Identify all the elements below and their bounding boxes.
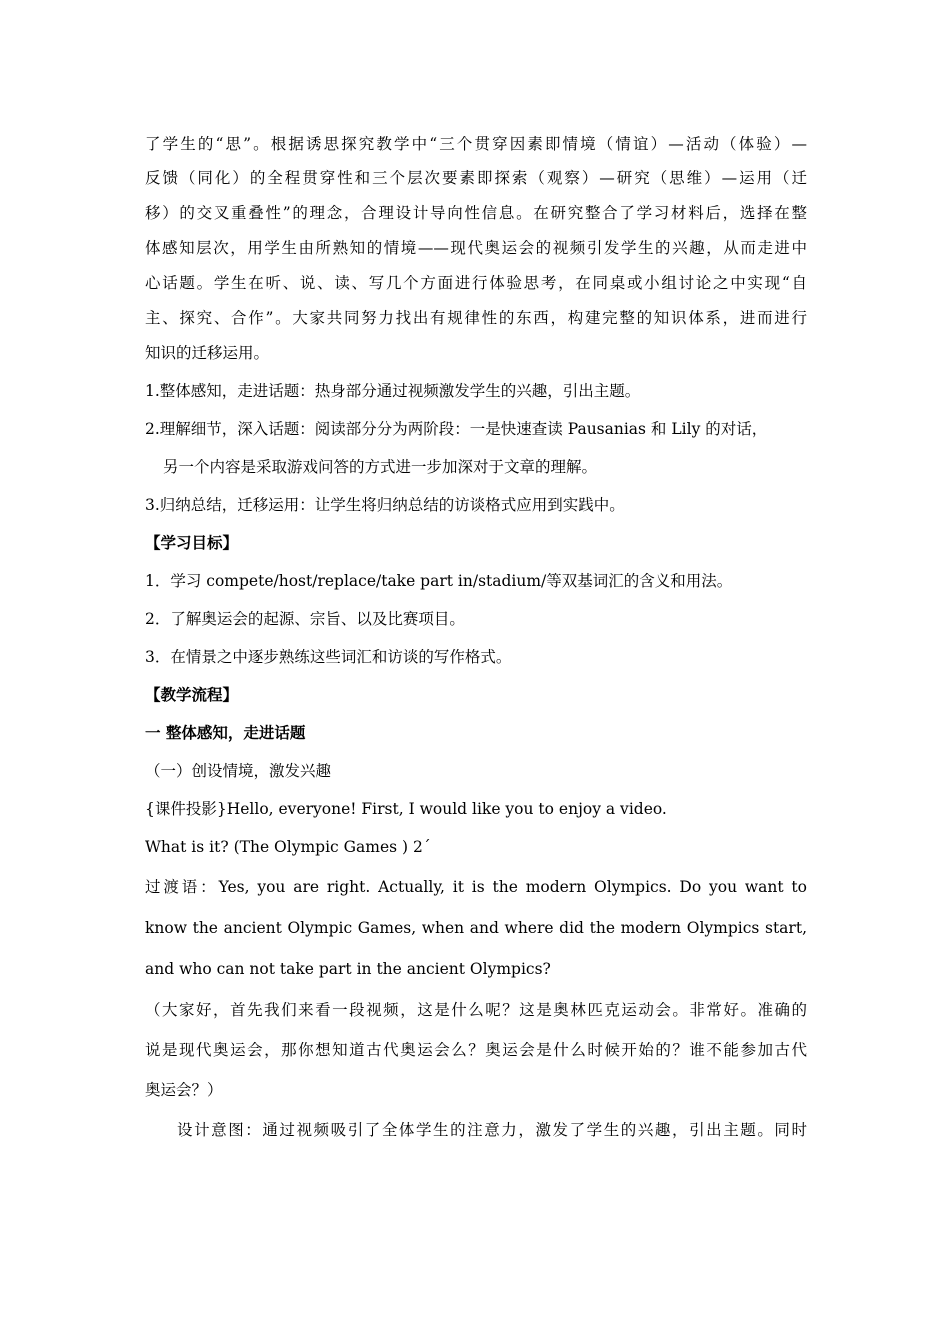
- intro-line-5: 心话题。学生在听、说、读、写几个方面进行体验思考，在同桌或小组讨论之中实现“自: [145, 274, 807, 292]
- step-2-continued: 另一个内容是采取游戏问答的方式进一步加深对于文章的理解。: [163, 458, 598, 476]
- intro-line-1: 了学生的“思”。根据诱思探究教学中“三个贯穿因素即情境（情谊）—活动（体验）—: [145, 135, 807, 153]
- transition-line-2: know the ancient Olympic Games, when and where did the modern Olympics start,: [145, 919, 807, 937]
- step-3: 3.归纳总结，迁移运用：让学生将归纳总结的访谈格式应用到实践中。: [145, 496, 625, 514]
- step-1: 1.整体感知，走进话题：热身部分通过视频激发学生的兴趣，引出主题。: [145, 382, 641, 400]
- question-line: What is it? (The Olympic Games ) 2ˊ: [145, 838, 431, 856]
- intro-line-3: 移）的交叉重叠性”的理念，合理设计导向性信息。在研究整合了学习材料后，选择在整: [145, 204, 807, 222]
- goal-1: 1．学习 compete/host/replace/take part in/stadium/等双基词汇的含义和用法。: [145, 572, 733, 590]
- translation-line-2: 说是现代奥运会，那你想知道古代奥运会么？奥运会是什么时候开始的？谁不能参加古代: [145, 1041, 807, 1059]
- intro-line-7: 知识的迁移运用。: [145, 344, 270, 362]
- projection-line: {课件投影}Hello, everyone! First, I would like you to enjoy a video.: [145, 800, 667, 818]
- goal-3: 3．在情景之中逐步熟练这些词汇和访谈的写作格式。: [145, 648, 512, 666]
- transition-line-3: and who can not take part in the ancient Olympics?: [145, 960, 551, 978]
- process-heading: 【教学流程】: [145, 685, 239, 704]
- intro-line-4: 体感知层次，用学生由所熟知的情境——现代奥运会的视频引发学生的兴趣，从而走进中: [145, 239, 807, 257]
- design-intent-line: 设计意图：通过视频吸引了全体学生的注意力，激发了学生的兴趣，引出主题。同时: [177, 1121, 807, 1139]
- goal-2: 2．了解奥运会的起源、宗旨、以及比赛项目。: [145, 610, 465, 628]
- intro-line-6: 主、探究、合作”。大家共同努力找出有规律性的东西，构建完整的知识体系，进而进行: [145, 309, 807, 327]
- translation-line-1: （大家好，首先我们来看一段视频，这是什么呢？这是奥林匹克运动会。非常好。准确的: [145, 1001, 807, 1019]
- step-2: 2.理解细节，深入话题：阅读部分分为两阶段：一是快速查读 Pausanias 和 Lily 的对话，: [145, 420, 768, 438]
- translation-line-3: 奥运会？）: [145, 1081, 223, 1099]
- intro-line-2: 反馈（同化）的全程贯穿性和三个层次要素即探索（观察）—研究（思维）—运用（迁: [145, 169, 807, 187]
- goals-heading: 【学习目标】: [145, 533, 239, 552]
- subsection-1-title: （一）创设情境，激发兴趣: [145, 762, 332, 780]
- transition-line-1: 过渡语：Yes, you are right. Actually, it is the modern Olympics. Do you want to: [145, 878, 807, 896]
- section-1-title: 一 整体感知，走进话题: [145, 723, 306, 742]
